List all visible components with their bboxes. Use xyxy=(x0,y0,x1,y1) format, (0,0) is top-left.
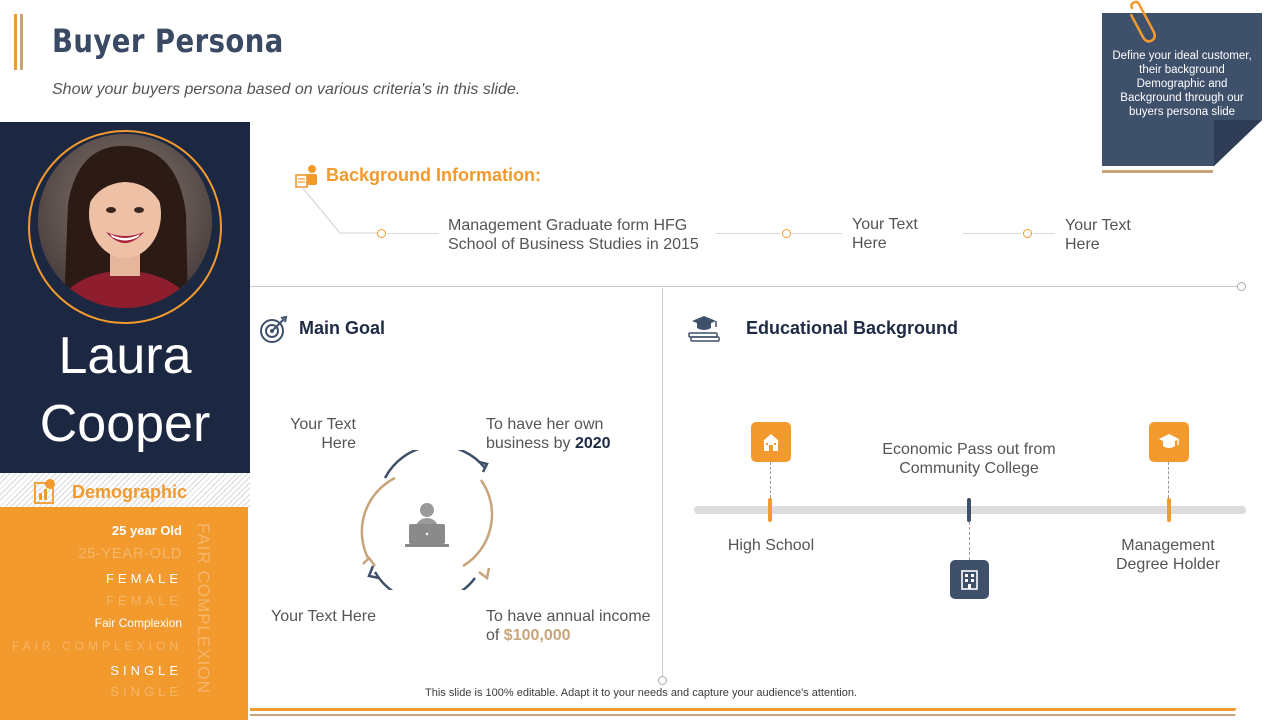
demographic-label: Demographic xyxy=(72,482,188,502)
education-title: Educational Background xyxy=(746,318,959,338)
milestone-community-college: Economic Pass out from Community College xyxy=(882,441,1056,477)
demographic-vertical-watermark: FAIR COMPLEXION xyxy=(194,523,213,694)
demographic-status: SINGLE xyxy=(110,663,182,678)
demographic-complexion-watermark: FAIR COMPLEXION xyxy=(11,639,182,653)
avatar xyxy=(38,134,212,308)
corner-dot xyxy=(1235,703,1255,720)
demographic-status-watermark: SINGLE xyxy=(110,684,182,699)
background-item-2: Your Text Here xyxy=(852,216,918,252)
background-item-dot xyxy=(377,229,386,238)
background-info-connector xyxy=(300,185,390,237)
goal-top-right-text: To have her own business by 2020 xyxy=(486,416,611,452)
background-item-3: Your Text Here xyxy=(1065,217,1131,253)
milestone-degree-holder: Management Degree Holder xyxy=(1115,537,1221,573)
timeline-marker-high-school xyxy=(768,498,772,522)
vertical-divider-end xyxy=(658,676,667,685)
timeline-connector xyxy=(770,462,771,498)
page-title: Buyer Persona xyxy=(52,22,284,60)
bottom-accent-line-secondary xyxy=(250,714,1240,716)
background-item-dot xyxy=(782,229,791,238)
demographic-panel xyxy=(0,507,248,720)
timeline-connector xyxy=(1168,462,1169,498)
demographic-complexion: Fair Complexion xyxy=(94,616,182,630)
demographic-age-watermark: 25-YEAR-OLD xyxy=(78,545,182,562)
target-icon xyxy=(259,315,289,345)
graduation-cap-icon xyxy=(1149,422,1189,462)
horizontal-divider-end xyxy=(1237,282,1246,291)
bottom-accent-line xyxy=(250,708,1240,711)
background-item-1: Management Graduate form HFG School of Business Studies in 2015 xyxy=(448,217,699,253)
demographic-age: 25 year Old xyxy=(111,523,182,538)
goal-bottom-left-text: Your Text Here xyxy=(271,608,376,625)
footer-note: This slide is 100% editable. Adapt it to your needs and capture your audience's attention. xyxy=(425,687,857,699)
timeline-marker-college xyxy=(967,498,971,522)
background-item-line xyxy=(963,233,1021,234)
vertical-divider xyxy=(662,288,663,678)
background-item-line xyxy=(792,233,842,234)
persona-name: Laura Cooper xyxy=(39,327,211,453)
background-item-dot xyxy=(1023,229,1032,238)
title-accent-bar xyxy=(14,14,24,70)
paperclip-icon xyxy=(1130,0,1160,46)
college-building-icon xyxy=(950,560,989,599)
milestone-high-school: High School xyxy=(727,537,815,554)
school-icon xyxy=(751,422,791,462)
goal-cycle-diagram xyxy=(355,450,503,590)
timeline-marker-degree xyxy=(1167,498,1171,522)
timeline-connector xyxy=(969,522,970,560)
goal-top-left-text: Your Text Here xyxy=(290,416,356,452)
info-note-text: Define your ideal customer, their background Demographic and Background through our buyers persona slide xyxy=(1112,50,1252,118)
background-item-line xyxy=(1033,233,1055,234)
background-info-title: Background Information: xyxy=(326,165,541,185)
education-books-icon xyxy=(686,313,722,343)
info-note-underline xyxy=(1102,170,1213,173)
background-item-line xyxy=(387,233,439,234)
goal-bottom-right-text: To have annual income of $100,000 xyxy=(486,608,651,644)
background-item-line xyxy=(716,233,780,234)
demographic-chart-icon xyxy=(32,477,58,505)
demographic-gender: FEMALE xyxy=(105,571,182,586)
demographic-gender-watermark: FEMALE xyxy=(105,593,182,608)
horizontal-divider xyxy=(250,286,1240,287)
main-goal-title: Main Goal xyxy=(299,318,386,338)
page-subtitle: Show your buyers persona based on various criteria's in this slide. xyxy=(52,81,521,98)
